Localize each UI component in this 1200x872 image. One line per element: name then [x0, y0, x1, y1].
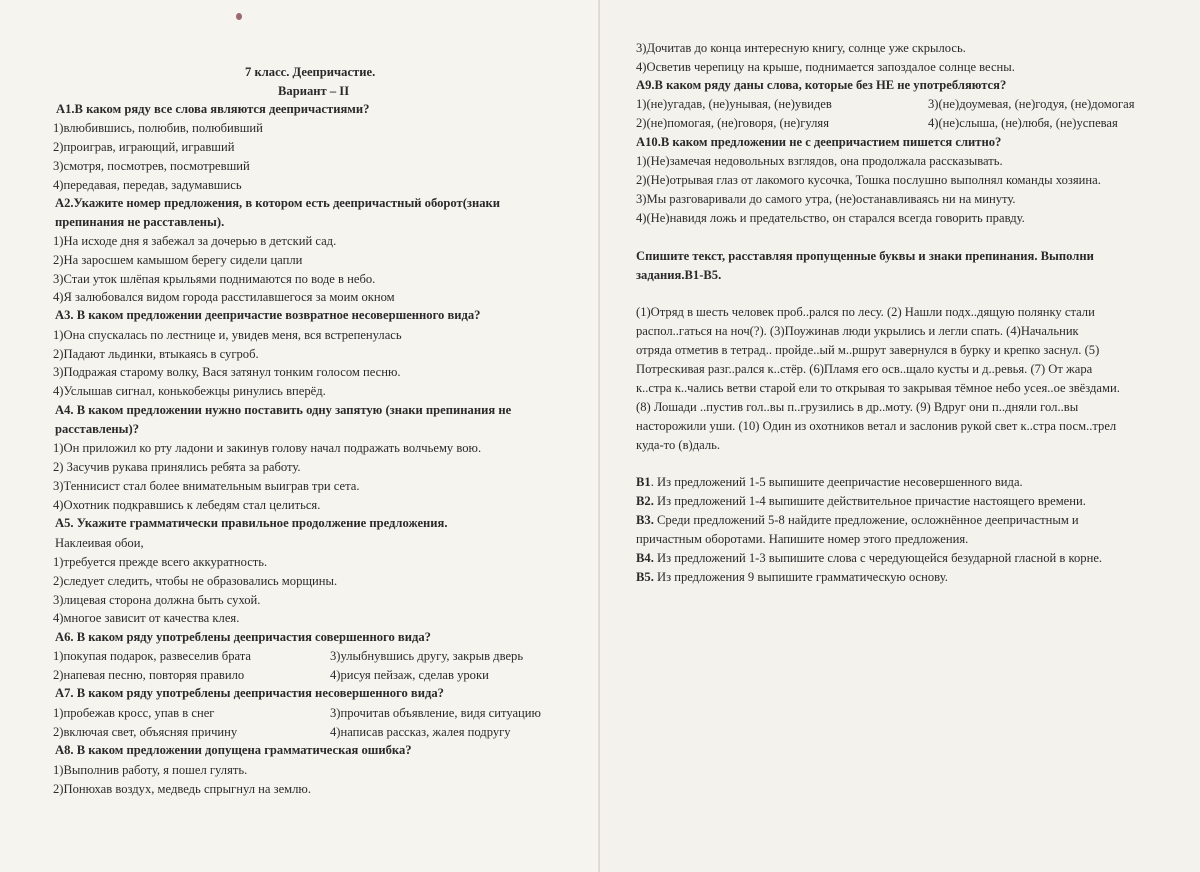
variant-label: Вариант – II: [278, 84, 350, 98]
task-b3-label: В3.: [636, 513, 654, 527]
text-line: насторожили уши. (10) Один из охотников ветал и заслонив рукой свет к..стра посм..трел: [636, 419, 1117, 433]
question-a1: А1.В каком ряду все слова являются деепричастиями?: [56, 102, 370, 116]
answer-option: 2) Засучив рукава принялись ребята за работу.: [53, 460, 301, 474]
task-heading-cont: задания.В1-В5.: [636, 268, 722, 282]
answer-option: 3)Мы разговаривали до самого утра, (не)останавливаясь ни на минуту.: [636, 192, 1016, 206]
answer-option: 1)требуется прежде всего аккуратность.: [53, 555, 268, 569]
task-b3: [636, 512, 1079, 528]
text-line: Потрескивая разг..рался к..стёр. (6)Пламя его осв..щало кусты и д..ревья. (7) От жара: [636, 362, 1093, 376]
question-a7: А7. В каком ряду употреблены деепричастия несовершенного вида?: [55, 686, 444, 700]
answer-option: 3)Теннисист стал более внимательным выиграв три сета.: [53, 479, 360, 493]
question-a6: А6. В каком ряду употреблены деепричастия совершенного вида?: [55, 630, 431, 644]
answer-option: 2)включая свет, объясняя причину: [53, 725, 238, 739]
answer-option: 4)Охотник подкравшись к лебедям стал целиться.: [53, 498, 321, 512]
question-a4-cont: расставлены)?: [55, 422, 139, 436]
answer-option: 4)передавая, передав, задумавшись: [53, 178, 242, 192]
question-a9: А9.В каком ряду даны слова, которые без НЕ не употребляются?: [636, 78, 1007, 92]
task-b4-label: В4.: [636, 551, 654, 565]
task-b1-label: В1: [636, 475, 651, 489]
answer-option: 2)Падают льдинки, втыкаясь в сугроб.: [53, 347, 259, 361]
task-heading: Спишите текст, расставляя пропущенные буквы и знаки препинания. Выполни: [636, 249, 1094, 263]
task-b4-text: Из предложений 1-3 выпишите слова с чередующейся безударной гласной в корне.: [653, 551, 1103, 565]
answer-option: 1)(Не)замечая недовольных взглядов, она продолжала рассказывать.: [636, 154, 1003, 168]
text-line: куда-то (в)даль.: [636, 438, 721, 452]
task-b3-cont-text: причастным оборотами. Напишите номер этого предложения.: [636, 532, 969, 546]
text-line: (1)Отряд в шесть человек проб..рался по лесу. (2) Нашли подх..дящую полянку стали: [636, 305, 1095, 319]
text-line: (8) Лошади ..пустив гол..вы п..грузились в др..моту. (9) Вдруг они п..дняли гол..вы: [636, 400, 1079, 414]
task-b1: [636, 474, 1023, 490]
task-b2-text: Из предложений 1-4 выпишите действительное причастие настоящего времени.: [653, 494, 1086, 508]
worksheet-title: 7 класс. Деепричастие.: [245, 65, 376, 79]
answer-option: 1)Она спускалась по лестнице и, увидев меня, вся встрепенулась: [53, 328, 402, 342]
answer-option: 4)написав рассказ, жалея подругу: [330, 725, 511, 739]
answer-option: 3)лицевая сторона должна быть сухой.: [53, 593, 261, 607]
task-b2: [636, 493, 1086, 509]
answer-option: 3)улыбнувшись другу, закрыв дверь: [330, 649, 524, 663]
task-b5: [636, 569, 948, 585]
question-a4: А4. В каком предложении нужно поставить одну запятую (знаки препинания не: [55, 403, 512, 417]
answer-option: 2)следует следить, чтобы не образовались морщины.: [53, 574, 338, 588]
text-line: к..стра к..чались ветви старой ели то открывая то закрывая тёмное небо усея..ое звёздами.: [636, 381, 1120, 395]
answer-option: 1)покупая подарок, развеселив брата: [53, 649, 252, 663]
answer-option: 3)Подражая старому волку, Вася затянул тонким голосом песню.: [53, 365, 401, 379]
task-b1-text: . Из предложений 1-5 выпишите деепричастие несовершенного вида.: [650, 475, 1023, 489]
answer-option: 3)Дочитав до конца интересную книгу, солнце уже скрылось.: [636, 41, 966, 55]
answer-option: 1)влюбившись, полюбив, полюбивший: [53, 121, 263, 135]
answer-option: 2)(Не)отрывая глаз от лакомого кусочка, Тошка послушно выполнял команды хозяина.: [636, 173, 1101, 187]
question-a3: А3. В каком предложении деепричастие возвратное несовершенного вида?: [55, 308, 481, 322]
answer-option: 1)Выполнив работу, я пошел гулять.: [53, 763, 248, 777]
question-a5-stem: Наклеивая обои,: [55, 536, 144, 550]
answer-option: 4)(Не)навидя ложь и предательство, он старался всегда говорить правду.: [636, 211, 1025, 225]
answer-option: 1)(не)угадав, (не)унывая, (не)увидев: [636, 97, 832, 111]
question-a2: А2.Укажите номер предложения, в котором есть деепричастный оборот(знаки: [55, 196, 501, 210]
answer-option: 2)На заросшем камышом берегу сидели цапли: [53, 253, 303, 267]
question-a10: А10.В каком предложении не с деепричастием пишется слитно?: [636, 135, 1002, 149]
question-a2-cont: препинания не расставлены).: [55, 215, 225, 229]
task-b3-cont: [636, 531, 968, 547]
answer-option: 4)Осветив черепицу на крыше, поднимается запоздалое солнце весны.: [636, 60, 1015, 74]
answer-option: 2)(не)помогая, (не)говоря, (не)гуляя: [636, 116, 830, 130]
answer-option: 3)Стаи уток шлёпая крыльями поднимаются по воде в небо.: [53, 272, 376, 286]
task-b2-label: В2.: [636, 494, 654, 508]
answer-option: 3)(не)доумевая, (не)годуя, (не)домогая: [928, 97, 1135, 111]
answer-option: 1)пробежав кросс, упав в снег: [53, 706, 215, 720]
answer-option: 4)Я залюбовался видом города расстилавшегося за моим окном: [53, 290, 395, 304]
question-a8: А8. В каком предложении допущена грамматическая ошибка?: [55, 743, 412, 757]
text-line: отряда отметив в тетрад.. пройде..ый м..ршрут завернулся в бурку и крепко заснул. (5): [636, 343, 1100, 357]
answer-option: 1)Он приложил ко рту ладони и закинув голову начал подражать волчьему вою.: [53, 441, 482, 455]
answer-option: 3)прочитав объявление, видя ситуацию: [330, 706, 541, 720]
task-b3-text: Среди предложений 5-8 найдите предложение, осложнённое деепричастным и: [653, 513, 1079, 527]
task-b5-text: Из предложения 9 выпишите грамматическую основу.: [653, 570, 948, 584]
answer-option: 1)На исходе дня я забежал за дочерью в детский сад.: [53, 234, 337, 248]
answer-option: 3)смотря, посмотрев, посмотревший: [53, 159, 250, 173]
task-b4: [636, 550, 1102, 566]
answer-option: 4)(не)слыша, (не)любя, (не)успевая: [928, 116, 1118, 130]
answer-option: 4)многое зависит от качества клея.: [53, 611, 240, 625]
answer-option: 4)рисуя пейзаж, сделав уроки: [330, 668, 489, 682]
answer-option: 2)Понюхав воздух, медведь спрыгнул на землю.: [53, 782, 311, 796]
task-b5-label: В5.: [636, 570, 654, 584]
answer-option: 2)напевая песню, повторяя правило: [53, 668, 245, 682]
right-page: [600, 0, 1200, 872]
text-line: распол..гаться на ноч(?). (3)Поужинав люди укрылись и легли спать. (4)Начальник: [636, 324, 1079, 338]
answer-option: 4)Услышав сигнал, конькобежцы ринулись вперёд.: [53, 384, 326, 398]
question-a5: А5. Укажите грамматически правильное продолжение предложения.: [55, 516, 448, 530]
answer-option: 2)проиграв, играющий, игравший: [53, 140, 235, 154]
ink-mark: [236, 13, 242, 20]
